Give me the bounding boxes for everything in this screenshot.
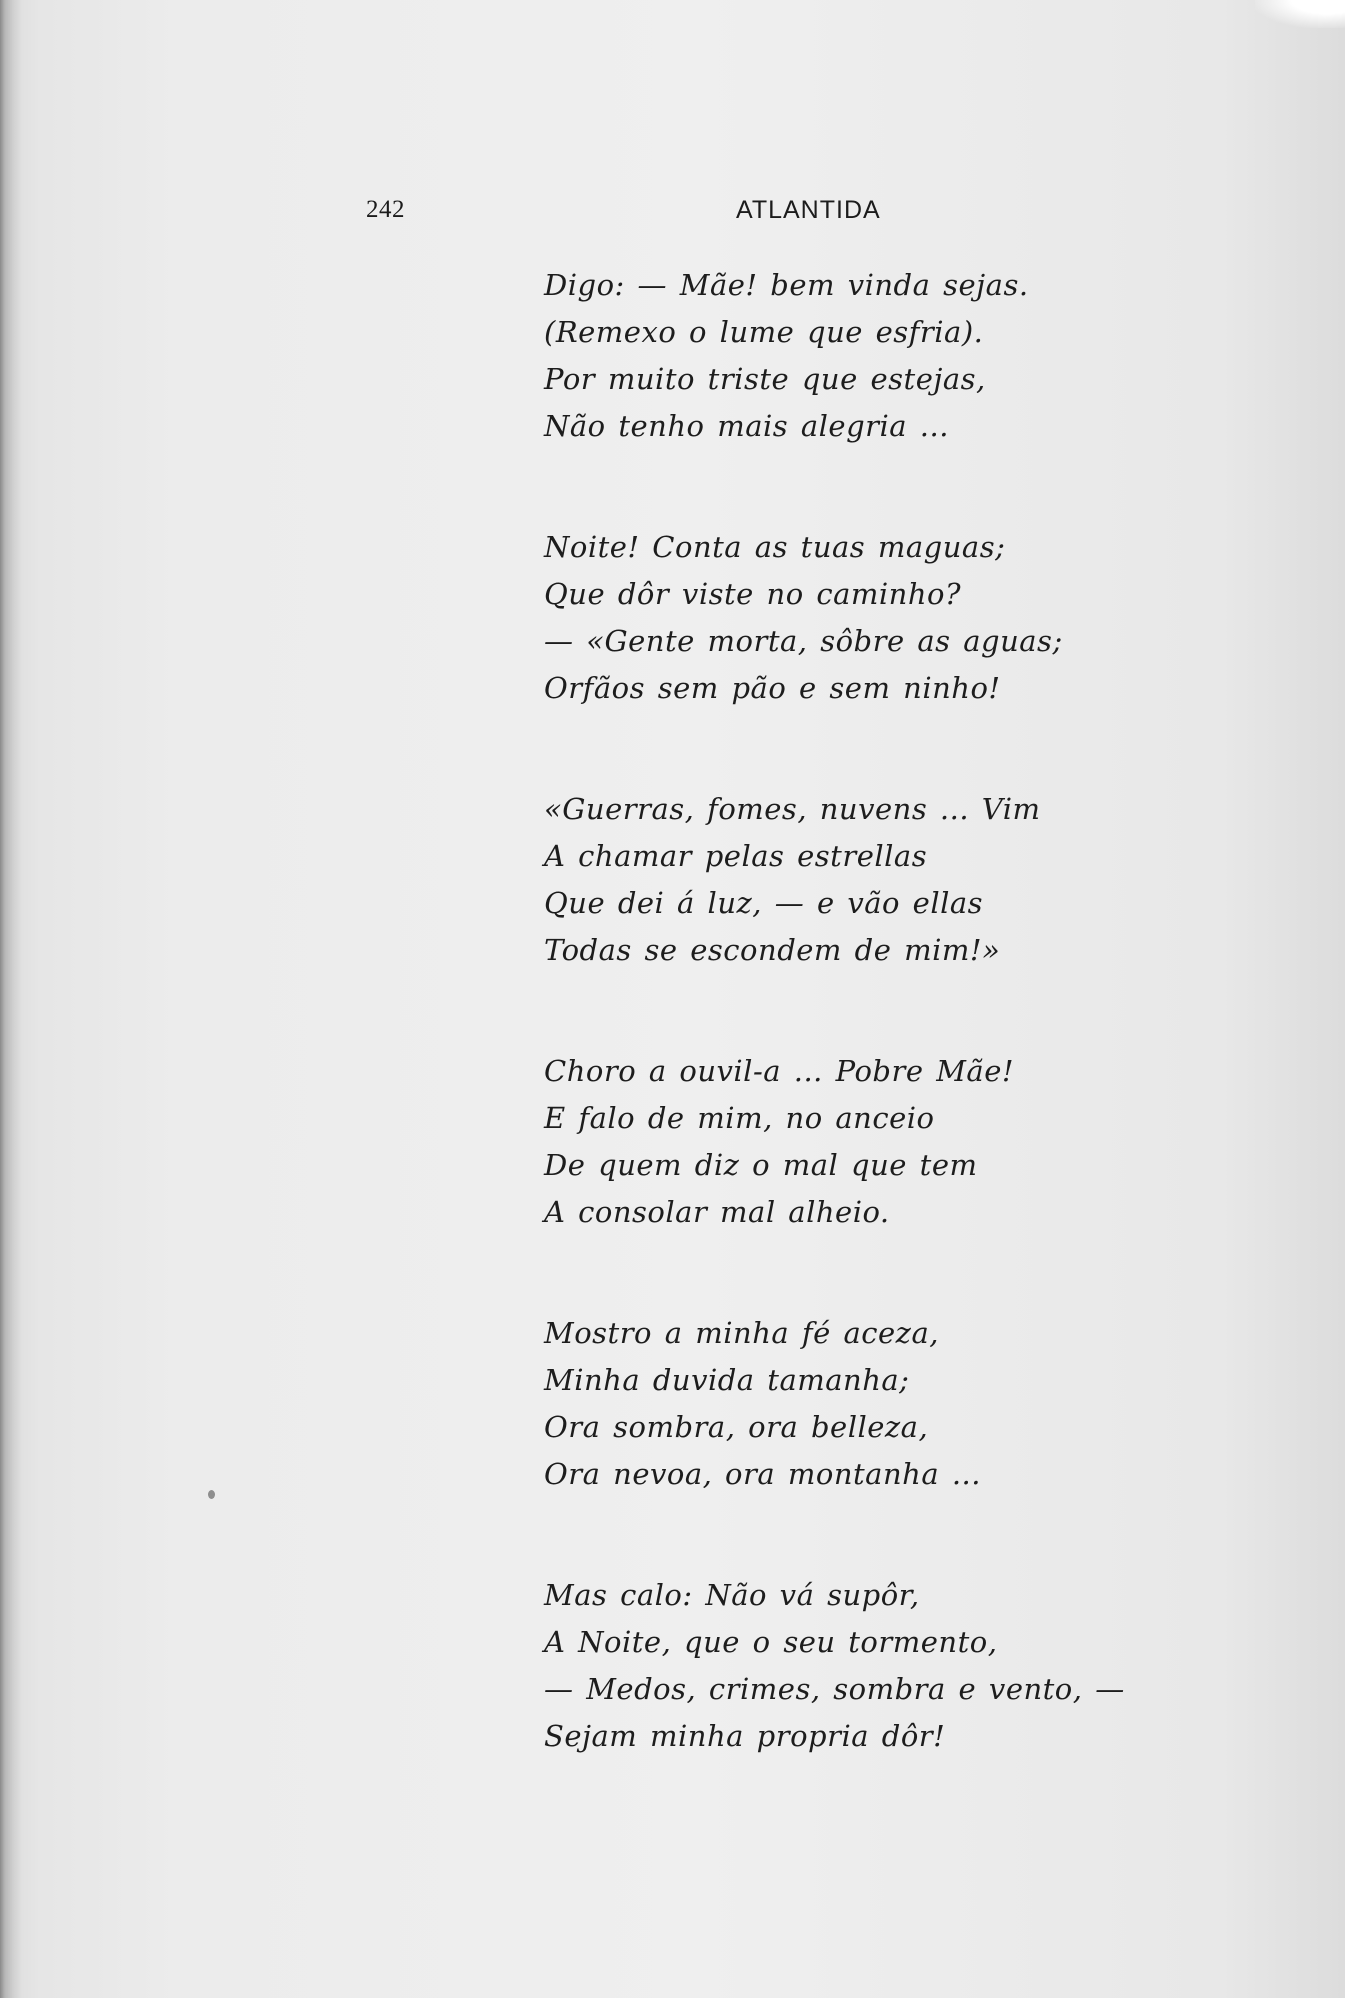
verse-line: A Noite, que o seu tormento, — [544, 1625, 998, 1659]
verse-line: (Remexo o lume que esfria). — [544, 315, 984, 349]
verse-line: Que dei á luz, — e vão ellas — [544, 886, 984, 920]
verse-line: A consolar mal alheio. — [544, 1195, 890, 1229]
stanza-2 — [544, 524, 1104, 712]
verse-line: Por muito triste que estejas, — [544, 362, 986, 396]
verse-line: Todas se escondem de mim!» — [544, 933, 1001, 967]
running-title: ATLANTIDA — [736, 196, 881, 224]
binding-shadow — [0, 0, 22, 1998]
page-corner — [1255, 0, 1345, 28]
verse-line: Sejam minha propria dôr! — [544, 1719, 946, 1753]
ink-speck — [208, 1490, 215, 1499]
verse-line: Choro a ouvil-a ... Pobre Mãe! — [544, 1054, 1015, 1088]
page-number: 242 — [366, 196, 405, 223]
verse-line: A chamar pelas estrellas — [544, 839, 928, 873]
stanza-6 — [544, 1572, 1125, 1760]
stanza-1 — [544, 262, 1104, 450]
verse-line: — «Gente morta, sôbre as aguas; — [544, 624, 1063, 658]
verse-line: Não tenho mais alegria ... — [544, 409, 949, 443]
verse-line: Ora nevoa, ora montanha ... — [544, 1457, 981, 1491]
verse-line: Ora sombra, ora belleza, — [544, 1410, 929, 1444]
stanza-5 — [544, 1310, 1104, 1498]
running-head — [0, 196, 1345, 230]
verse-line: Noite! Conta as tuas maguas; — [544, 530, 1006, 564]
verse-line: Minha duvida tamanha; — [544, 1363, 910, 1397]
stanza-4 — [544, 1048, 1104, 1236]
verse-line: Mostro a minha fé aceza, — [544, 1316, 939, 1350]
stanza-3 — [544, 786, 1104, 974]
verse-line: «Guerras, fomes, nuvens ... Vim — [544, 792, 1041, 826]
verse-line: Mas calo: Não vá supôr, — [544, 1578, 920, 1612]
verse-line: De quem diz o mal que tem — [544, 1148, 978, 1182]
verse-line: Orfãos sem pão e sem ninho! — [544, 671, 1001, 705]
verse-line: Que dôr viste no caminho? — [544, 577, 962, 611]
verse-line: Digo: — Mãe! bem vinda sejas. — [544, 268, 1029, 302]
verse-line: E falo de mim, no anceio — [544, 1101, 935, 1135]
poem — [544, 262, 1125, 1834]
verse-line: — Medos, crimes, sombra e vento, — — [544, 1672, 1125, 1706]
